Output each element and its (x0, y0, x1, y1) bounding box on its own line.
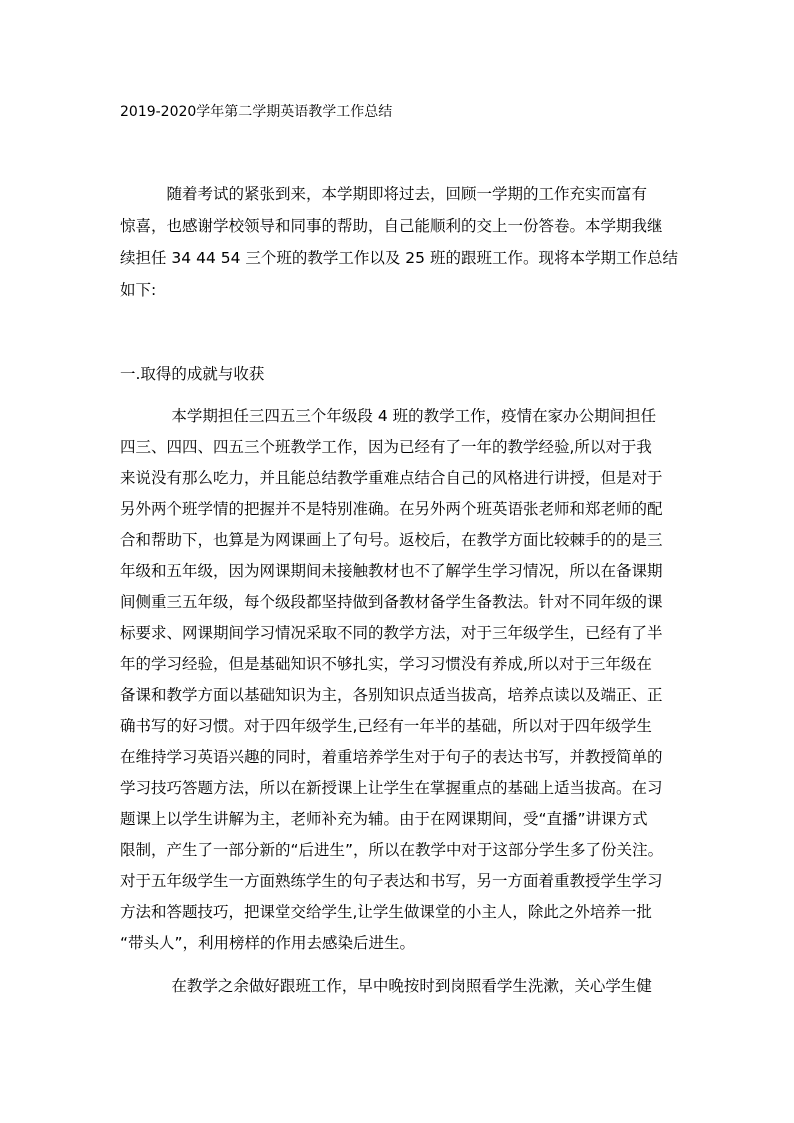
text-line: 随着考试的紧张到来，本学期即将过去，回顾一学期的工作充实而富有 (120, 185, 648, 203)
intro-paragraph (120, 184, 680, 312)
text-line: 另外两个班学情的把握并不是特别准确。在另外两个班英语张老师和郑老师的配 (120, 500, 663, 518)
text-line: 来说没有那么吃力，并且能总结教学重难点结合自己的风格进行讲授，但是对于 (120, 469, 663, 487)
text-line: 限制，产生了一部分新的“后进生”，所以在教学中对于这部分学生多了份关注。 (120, 841, 664, 859)
section1-paragraph-2 (120, 976, 680, 1007)
text-line: 年级和五年级，因为网课期间未接触教材也不了解学生学习情况，所以在备课期 (120, 562, 663, 580)
text-line: 在教学之余做好跟班工作，早中晚按时到岗照看学生洗漱，关心学生健 (120, 977, 652, 995)
text-line: 题课上以学生讲解为主，老师补充为辅。由于在网课期间，受“直播”讲课方式 (120, 810, 648, 828)
text-line: 对于五年级学生一方面熟练学生的句子表达和书写，另一方面着重教授学生学习 (120, 872, 663, 890)
text-line: 间侧重三五年级，每个级段都坚持做到备教材备学生备教法。针对不同年级的课 (120, 593, 663, 611)
text-line: 如下: (120, 281, 157, 299)
text-line: 标要求、网课期间学习情况采取不同的教学方法，对于三年级学生，已经有了半 (120, 624, 663, 642)
section1-paragraph-1 (120, 406, 680, 964)
text-line: 续担任 34 44 54 三个班的教学工作以及 25 班的跟班工作。现将本学期工作总结 (120, 249, 678, 267)
text-line: 确书写的好习惯。对于四年级学生,已经有一年半的基础，所以对于四年级学生 (120, 717, 652, 735)
text-line: 学习技巧答题方法，所以在新授课上让学生在掌握重点的基础上适当拔高。在习 (120, 779, 663, 797)
text-line: 在维持学习英语兴趣的同时，着重培养学生对于句子的表达书写，并教授简单的 (120, 748, 663, 766)
section-heading: 一.取得的成就与收获 (120, 365, 265, 383)
text-line: 本学期担任三四五三个年级段 4 班的教学工作，疫情在家办公期间担任 (120, 407, 657, 425)
document-title: 2019-2020学年第二学期英语教学工作总结 (120, 104, 393, 120)
text-line: 合和帮助下，也算是为网课画上了句号。返校后，在教学方面比较棘手的的是三 (120, 531, 663, 549)
text-line: 惊喜，也感谢学校领导和同事的帮助，自己能顺利的交上一份答卷。本学期我继 (120, 217, 663, 235)
text-line: 备课和教学方面以基础知识为主，各别知识点适当拔高，培养点读以及端正、正 (120, 686, 663, 704)
text-line: 四三、四四、四五三个班教学工作，因为已经有了一年的教学经验,所以对于我 (120, 438, 652, 456)
text-line: “带头人”，利用榜样的作用去感染后进生。 (120, 934, 416, 952)
text-line: 方法和答题技巧，把课堂交给学生,让学生做课堂的小主人，除此之外培养一批 (120, 903, 652, 921)
text-line: 年的学习经验，但是基础知识不够扎实，学习习惯没有养成,所以对于三年级在 (120, 655, 652, 673)
